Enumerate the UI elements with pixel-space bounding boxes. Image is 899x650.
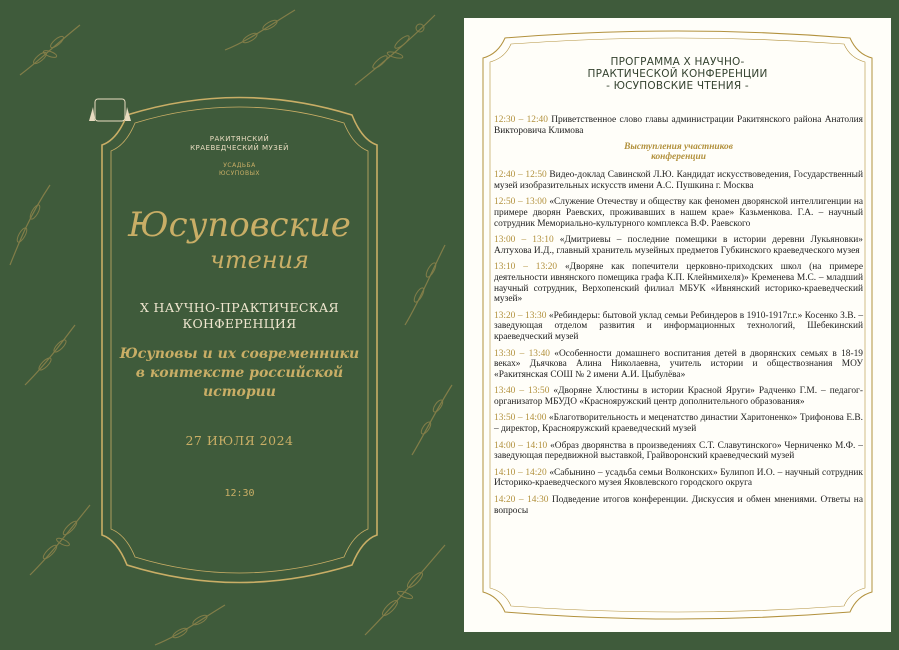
program-entry — [494, 413, 863, 434]
entry-text: «Благотворительность и меценатство династии Харитоненко» Трифонова Е.В. – директор, Краснояружский краеведческий музей — [494, 413, 863, 435]
entry-time: 12:50 – 13:00 — [494, 197, 547, 208]
museum-name-line1: РАКИТЯНСКИЙ — [209, 135, 270, 143]
leaf-ornament-icon — [395, 240, 455, 330]
program-entry — [494, 349, 863, 381]
program-entry — [494, 441, 863, 462]
leaf-ornament-icon — [25, 500, 95, 580]
main-title-line2: чтения — [209, 246, 310, 274]
leaf-ornament-icon — [20, 320, 80, 390]
theme-line2: в контексте российской — [135, 365, 344, 381]
program-sheet — [464, 18, 891, 632]
entry-text: Подведение итогов конференции. Дискуссия и обмен мнениями. Ответы на вопросы — [494, 495, 863, 516]
museum-name-line2: КРАЕВЕДЧЕСКИЙ МУЗЕЙ — [190, 144, 289, 152]
program-title-line3: - ЮСУПОВСКИЕ ЧТЕНИЯ - — [606, 80, 749, 92]
leaf-ornament-icon — [404, 380, 459, 460]
subtitle-line2: КОНФЕРЕНЦИЯ — [182, 316, 297, 331]
theme-line3: истории — [202, 384, 276, 400]
entry-time: 13:30 – 13:40 — [494, 348, 550, 359]
section-heading — [494, 142, 863, 162]
entry-time: 13:10 – 13:20 — [494, 262, 558, 273]
entry-time: 12:40 – 12:50 — [494, 170, 547, 181]
program-title — [464, 56, 891, 92]
entry-text: «Особенности домашнего воспитания детей в дворянских семьях в 18-19 веках» Дьячкова Алина Николаевна, учитель истории и обществознания МОУ «Ракитянская СОШ № 2 имени А.И. Цыбулёва» — [494, 348, 863, 380]
leaf-ornament-icon — [350, 10, 440, 90]
entry-text: «Образ дворянства в произведениях С.Т. Славутинского» Черниченко М.Ф. – заведующая передвижной выставкой, Грайворонский краеведческий музей — [494, 440, 863, 462]
entry-text: «Дворяне как попечители церковно-приходских школ (на примере деятельности ивнянского помещика графа К.П. Клейнмихеля)» Кременева М.С. – младший научный сотрудник, Верхопенский филиал МБУК «Ивнянский историко-краеведческий музей» — [494, 262, 863, 305]
section-heading-line2: конференции — [651, 152, 706, 163]
estate-crest-icon — [87, 95, 133, 125]
entry-text: «Дмитриевы – последние помещики в истории деревни Лукьяновки» Алтухова И.Д., главный хранитель музейных предметов Губкинского краеведческого музея — [494, 235, 863, 256]
leaf-ornament-icon — [15, 20, 85, 80]
entry-time: 14:20 – 14:30 — [494, 495, 549, 506]
entry-text: Видео-доклад Савинской Л.Ю. Кандидат искусствоведения, Государственный музей изобразительных искусств имени А.С. Пушкина г. Москва — [494, 170, 863, 191]
entry-time: 14:10 – 14:20 — [494, 467, 547, 478]
leaf-ornament-icon — [220, 5, 300, 55]
entry-text: «Сабынино – усадьба семьи Волконских» Булипоп И.О. – научный сотрудник Историко-краеведческого музея Яковлевского городского округа — [494, 467, 863, 489]
program-title-line2: ПРАКТИЧЕСКОЙ КОНФЕРЕНЦИИ — [587, 68, 768, 80]
program-title-line1: ПРОГРАММА X НАУЧНО- — [610, 56, 745, 68]
entry-time: 13:50 – 14:00 — [494, 413, 547, 424]
program-entry — [494, 468, 863, 489]
entry-text: Приветственное слово главы администрации Ракитянского района Анатолия Викторовича Климова — [494, 115, 863, 136]
program-content — [494, 115, 863, 522]
program-entry — [494, 262, 863, 304]
estate-logo-text2: ЮСУПОВЫХ — [218, 170, 261, 177]
entry-time: 12:30 – 12:40 — [494, 115, 548, 125]
estate-logo-text1: УСАДЬБА — [223, 162, 256, 169]
entry-time: 14:00 – 14:10 — [494, 440, 548, 451]
main-title-line1: Юсуповские — [128, 205, 351, 245]
entry-text: «Дворяне Хлюстины в истории Красной Яруги» Радченко Г.М. – педагог-организатор МБУДО «Краснояружский центр дополнительного образования» — [494, 386, 863, 407]
program-entry — [494, 311, 863, 343]
program-entry — [494, 386, 863, 407]
program-entry — [494, 235, 863, 256]
entry-time: 13:40 – 13:50 — [494, 386, 550, 397]
section-heading-line1: Выступления участников — [624, 142, 733, 153]
entry-text: «Ребиндеры: бытовой уклад семьи Ребиндеров в 1910-1917г.г.» Косенко З.В. – заведующая отделом развития и информационных технологий, Шебекинский краеведческий музей — [494, 310, 864, 342]
entry-time: 13:00 – 13:10 — [494, 235, 554, 246]
event-date: 27 ИЮЛЯ 2024 — [185, 433, 294, 448]
leaf-ornament-icon — [0, 180, 60, 270]
program-entry — [494, 170, 863, 191]
cover-frame — [87, 95, 392, 595]
theme-line1: Юсуповы и их современники — [119, 346, 360, 362]
program-entry — [494, 197, 863, 229]
program-entry — [494, 495, 863, 516]
entry-text: «Служение Отечеству и обществу как феномен дворянской интеллигенции на примере дворян Раевских, проживавших в нашем крае» Казьменкова. Г.А. – научный сотрудник Мемориально-культурного комплекса В.Ф. Раевского — [494, 197, 863, 229]
subtitle-line1: X НАУЧНО-ПРАКТИЧЕСКАЯ — [140, 300, 339, 315]
entry-time: 13:20 – 13:30 — [494, 310, 547, 321]
event-time: 12:30 — [224, 488, 255, 499]
leaf-ornament-icon — [150, 600, 230, 650]
program-entry — [494, 115, 863, 136]
